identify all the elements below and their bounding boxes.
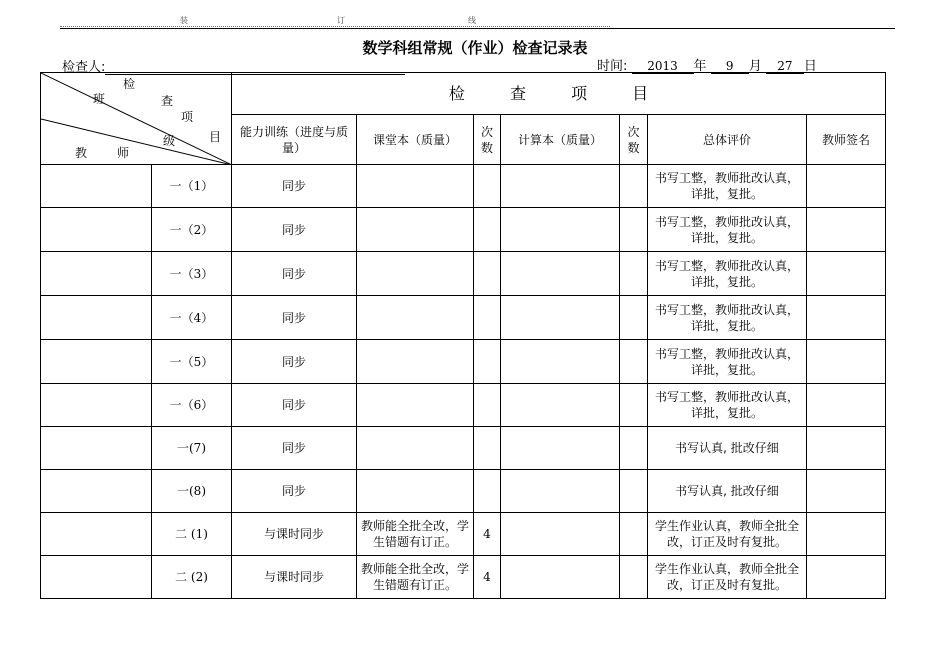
count1-cell: [474, 165, 501, 208]
signature-cell: [807, 165, 886, 208]
class-cell: 一（5）: [152, 340, 232, 384]
count1-cell: 4: [474, 556, 501, 599]
signature-cell: [807, 513, 886, 556]
count2-cell: [620, 470, 648, 513]
class-cell: 一(8): [152, 470, 232, 513]
header-rule: [60, 28, 895, 29]
signature-cell: [807, 556, 886, 599]
calcbook-cell: [501, 296, 620, 340]
table-row: [41, 384, 886, 427]
count2-cell: [620, 340, 648, 384]
ability-cell: 与课时同步: [232, 556, 357, 599]
date-month: 9: [711, 59, 749, 74]
classbook-cell: 教师能全批全改，学生错题有订正。: [357, 513, 474, 556]
class-cell: 一（6）: [152, 384, 232, 427]
diag-label-ji: 级: [163, 134, 176, 148]
signature-cell: [807, 208, 886, 252]
count2-cell: [620, 427, 648, 470]
table-row: [41, 296, 886, 340]
classbook-cell: [357, 340, 474, 384]
signature-cell: [807, 427, 886, 470]
class-cell: 二 (2): [152, 556, 232, 599]
col-classbook: 课堂本（质量）: [357, 115, 474, 165]
signature-cell: [807, 470, 886, 513]
date-year-unit: 年: [693, 59, 707, 74]
col-ability: 能力训练（进度与质量）: [232, 115, 357, 165]
ability-cell: 同步: [232, 208, 357, 252]
diag-label-shi: 师: [117, 146, 130, 160]
count1-cell: [474, 470, 501, 513]
evaluation-cell: 学生作业认真，教师全批全改，订正及时有复批。: [648, 513, 807, 556]
classbook-cell: [357, 165, 474, 208]
calcbook-cell: [501, 165, 620, 208]
table-row: [41, 252, 886, 296]
count2-cell: [620, 513, 648, 556]
binding-mark: 线: [468, 16, 476, 25]
table-row: [41, 513, 886, 556]
col-signature: 教师签名: [807, 115, 886, 165]
signature-cell: [807, 384, 886, 427]
table-row: [41, 165, 886, 208]
ability-cell: 同步: [232, 427, 357, 470]
count2-cell: [620, 556, 648, 599]
count1-cell: [474, 427, 501, 470]
teacher-cell: [41, 165, 152, 208]
classbook-cell: [357, 296, 474, 340]
calcbook-cell: [501, 384, 620, 427]
class-cell: 一（4）: [152, 296, 232, 340]
calcbook-cell: [501, 513, 620, 556]
col-evaluation: 总体评价: [648, 115, 807, 165]
evaluation-cell: 书写工整，教师批改认真，详批，复批。: [648, 252, 807, 296]
diagonal-lines: [41, 73, 232, 165]
class-cell: 一(7): [152, 427, 232, 470]
count2-cell: [620, 165, 648, 208]
classbook-cell: [357, 427, 474, 470]
calcbook-cell: [501, 427, 620, 470]
evaluation-cell: 书写工整，教师批改认真，详批，复批。: [648, 296, 807, 340]
signature-cell: [807, 252, 886, 296]
teacher-cell: [41, 556, 152, 599]
ability-cell: 同步: [232, 165, 357, 208]
class-cell: 一（2）: [152, 208, 232, 252]
table-row: [41, 556, 886, 599]
teacher-cell: [41, 208, 152, 252]
count2-cell: [620, 384, 648, 427]
teacher-cell: [41, 252, 152, 296]
classbook-cell: [357, 252, 474, 296]
calcbook-cell: [501, 252, 620, 296]
diag-label-cha: 查: [161, 94, 174, 108]
diag-label-jiao: 教: [75, 146, 88, 160]
count2-cell: [620, 208, 648, 252]
teacher-cell: [41, 427, 152, 470]
page-title: 数学科组常规（作业）检查记录表: [362, 39, 588, 57]
count2-cell: [620, 252, 648, 296]
evaluation-cell: 学生作业认真，教师全批全改，订正及时有复批。: [648, 556, 807, 599]
class-cell: 一（3）: [152, 252, 232, 296]
calcbook-cell: [501, 208, 620, 252]
date-day-unit: 日: [803, 59, 817, 74]
ability-cell: 同步: [232, 384, 357, 427]
items-title: 检 查 项 目: [232, 73, 886, 115]
teacher-cell: [41, 513, 152, 556]
teacher-cell: [41, 296, 152, 340]
binding-line: [60, 14, 610, 27]
calcbook-cell: [501, 470, 620, 513]
evaluation-cell: 书写认真, 批改仔细: [648, 427, 807, 470]
count1-cell: 4: [474, 513, 501, 556]
evaluation-cell: 书写认真, 批改仔细: [648, 470, 807, 513]
calcbook-cell: [501, 556, 620, 599]
diag-label-xiang: 项: [181, 110, 194, 124]
col-calcbook: 计算本（质量）: [501, 115, 620, 165]
ability-cell: 同步: [232, 470, 357, 513]
class-cell: 二 (1): [152, 513, 232, 556]
diag-label-ban: 班: [93, 92, 106, 106]
teacher-cell: [41, 340, 152, 384]
classbook-cell: [357, 470, 474, 513]
evaluation-cell: 书写工整，教师批改认真，详批，复批。: [648, 165, 807, 208]
table-row: [41, 427, 886, 470]
diagonal-header-cell: [41, 73, 232, 165]
col-count2: 次数: [620, 115, 648, 165]
date-month-unit: 月: [748, 59, 762, 74]
ability-cell: 同步: [232, 296, 357, 340]
table-row: [41, 470, 886, 513]
signature-cell: [807, 340, 886, 384]
table-row: [41, 340, 886, 384]
col-count1: 次数: [474, 115, 501, 165]
ability-cell: 同步: [232, 252, 357, 296]
table-row: [41, 208, 886, 252]
classbook-cell: [357, 208, 474, 252]
date-label: 时间:: [597, 59, 628, 74]
evaluation-cell: 书写工整，教师批改认真，详批，复批。: [648, 384, 807, 427]
classbook-cell: 教师能全批全改，学生错题有订正。: [357, 556, 474, 599]
signature-cell: [807, 296, 886, 340]
inspector-label: 检查人:: [62, 60, 106, 75]
evaluation-cell: 书写工整，教师批改认真，详批，复批。: [648, 340, 807, 384]
calcbook-cell: [501, 340, 620, 384]
count2-cell: [620, 296, 648, 340]
ability-cell: 与课时同步: [232, 513, 357, 556]
diag-label-mu: 目: [209, 130, 222, 144]
evaluation-cell: 书写工整，教师批改认真，详批，复批。: [648, 208, 807, 252]
date-year: 2013: [632, 59, 694, 74]
count1-cell: [474, 340, 501, 384]
classbook-cell: [357, 384, 474, 427]
class-cell: 一（1）: [152, 165, 232, 208]
count1-cell: [474, 296, 501, 340]
teacher-cell: [41, 470, 152, 513]
count1-cell: [474, 384, 501, 427]
binding-mark: 订: [337, 16, 345, 25]
teacher-cell: [41, 384, 152, 427]
inspection-table: [40, 72, 886, 599]
date-day: 27: [766, 59, 804, 74]
count1-cell: [474, 208, 501, 252]
binding-mark: 装: [180, 16, 188, 25]
diag-label-jian: 检: [123, 77, 136, 91]
count1-cell: [474, 252, 501, 296]
ability-cell: 同步: [232, 340, 357, 384]
